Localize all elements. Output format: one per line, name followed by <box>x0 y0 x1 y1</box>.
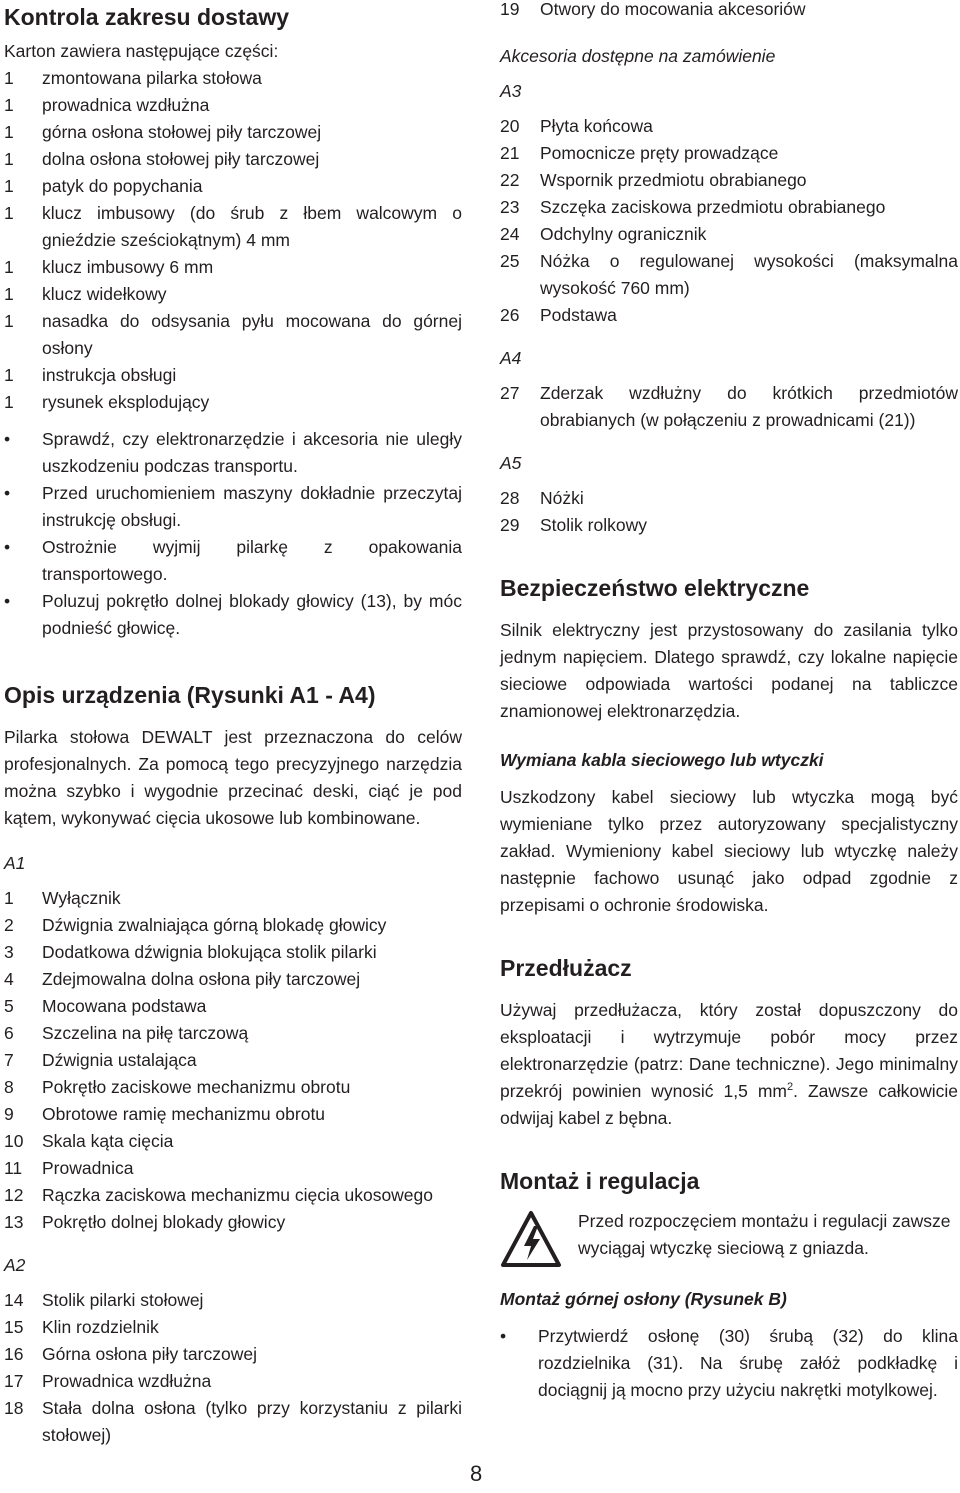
item-number: 29 <box>500 515 520 535</box>
right-column <box>500 0 958 1404</box>
list-item <box>500 302 958 329</box>
label-a4: A4 <box>500 348 522 368</box>
item-text: Pomocnicze pręty prowadzące <box>540 143 779 163</box>
heading-bezpieczenstwo: Bezpieczeństwo elektryczne <box>500 575 810 601</box>
list-item <box>4 1341 462 1368</box>
list-item <box>4 993 462 1020</box>
list-item <box>4 200 462 254</box>
list-item <box>500 167 958 194</box>
bullet-item <box>4 480 462 534</box>
item-text: Rączka zaciskowa mechanizmu cięcia ukosowego <box>42 1185 434 1205</box>
item-number: 27 <box>500 383 520 403</box>
list-item <box>4 65 462 92</box>
item-number: 16 <box>4 1344 24 1364</box>
left-column <box>4 0 462 1449</box>
item-text: Stolik pilarki stołowej <box>42 1290 204 1310</box>
item-number: 4 <box>4 969 14 989</box>
bullet-text: Poluzuj pokrętło dolnej blokady głowicy (13), by móc podnieść głowicę. <box>42 591 462 638</box>
bullet-icon: • <box>4 483 11 503</box>
item-text: Prowadnica <box>42 1158 134 1178</box>
item-text: Zderzak wzdłużny do krótkich przedmiotów obrabianych (w połączeniu z prowadnicami (21)) <box>540 383 958 430</box>
bullet-item <box>4 426 462 480</box>
item-text: zmontowana pilarka stołowa <box>42 68 262 88</box>
item-text: Podstawa <box>540 305 617 325</box>
przedl-sup: 2 <box>786 1081 794 1094</box>
bullet-text: Przytwierdź osłonę (30) śrubą (32) do klina rozdzielnika (31). Na śrubę załóż podkładkę i dociągnij ją mocno przy użyciu nakrętki motylkowej. <box>538 1326 958 1400</box>
item-text: Dźwignia zwalniająca górną blokadę głowicy <box>42 915 387 935</box>
list-item <box>500 248 958 302</box>
item-number: 2 <box>4 915 14 935</box>
item-number: 22 <box>500 170 520 190</box>
item-number: 10 <box>4 1131 24 1151</box>
item-text: Nóżki <box>540 488 584 508</box>
list-item <box>4 1020 462 1047</box>
list-item <box>4 912 462 939</box>
page-number: 8 <box>470 1461 483 1486</box>
list-item <box>500 380 958 434</box>
item-text: patyk do popychania <box>42 176 203 196</box>
item-text: Prowadnica wzdłużna <box>42 1371 212 1391</box>
montaz-gorna-title: Montaż górnej osłony (Rysunek B) <box>500 1289 787 1309</box>
item-number: 1 <box>4 95 14 115</box>
list-item <box>4 1314 462 1341</box>
wymiana-title: Wymiana kabla sieciowego lub wtyczki <box>500 750 824 770</box>
akcesoria-title: Akcesoria dostępne na zamówienie <box>500 46 776 66</box>
a2-list <box>4 1287 462 1449</box>
item-text: Płyta końcowa <box>540 116 653 136</box>
item-text: Wspornik przedmiotu obrabianego <box>540 170 807 190</box>
bullet-text: Sprawdź, czy elektronarzędzie i akcesoria nie uległy uszkodzeniu podczas transportu. <box>42 429 462 476</box>
bullet-item <box>4 588 462 642</box>
item-number: 1 <box>4 392 14 412</box>
warning-block <box>500 1208 958 1268</box>
list-item <box>500 485 958 512</box>
item-number: 9 <box>4 1104 14 1124</box>
item-text: Wyłącznik <box>42 888 121 908</box>
item-number: 26 <box>500 305 520 325</box>
list-item <box>500 221 958 248</box>
list-item <box>500 512 958 539</box>
item-number: 17 <box>4 1371 24 1391</box>
list-item <box>4 119 462 146</box>
list-item <box>500 0 958 23</box>
item-number: 6 <box>4 1023 14 1043</box>
item-number: 13 <box>4 1212 24 1232</box>
item-text: klucz imbusowy (do śrub z łbem walcowym o gnieździe sześciokątnym) 4 mm <box>42 203 462 250</box>
item-number: 1 <box>4 257 14 277</box>
item-number: 1 <box>4 122 14 142</box>
item-text: Skala kąta cięcia <box>42 1131 174 1151</box>
item-number: 14 <box>4 1290 24 1310</box>
bullet-icon: • <box>500 1326 507 1346</box>
heading-kontrola: Kontrola zakresu dostawy <box>4 4 290 30</box>
item-number: 20 <box>500 116 520 136</box>
list-item <box>4 308 462 362</box>
bezp-text: Silnik elektryczny jest przystosowany do zasilania tylko jednym napięciem. Dlatego sprawdź, czy lokalne napięcie sieciowe odpowiada wartości podanej na tabliczce znamionowej elektronarzędzia. <box>500 620 958 721</box>
electric-hazard-icon <box>500 1210 562 1268</box>
item-text: Pokrętło zaciskowe mechanizmu obrotu <box>42 1077 351 1097</box>
a5-list <box>500 485 958 539</box>
list-item <box>4 1047 462 1074</box>
bullet-icon: • <box>4 537 11 557</box>
przedl-text-b: . Zawsze całkowicie odwijaj kabel z bębna. <box>500 1081 958 1128</box>
item-number: 1 <box>4 149 14 169</box>
item-number: 18 <box>4 1398 24 1418</box>
wymiana-text: Uszkodzony kabel sieciowy lub wtyczka mogą być wymieniane tylko przez autoryzowany specjalistyczny zakład. Wymieniony kabel sieciowy lub wtyczkę należy następnie fachowo usunąć jako odpad zgodnie z przepisami o ochronie środowiska. <box>500 787 958 915</box>
bullets-list <box>4 426 462 642</box>
item-text: Otwory do mocowania akcesoriów <box>540 0 806 19</box>
item-text: Odchylny ogranicznik <box>540 224 707 244</box>
list-item <box>4 1074 462 1101</box>
item-number: 21 <box>500 143 520 163</box>
label-a5: A5 <box>500 453 522 473</box>
item-text: prowadnica wzdłużna <box>42 95 210 115</box>
list-item <box>4 1155 462 1182</box>
item-text: klucz imbusowy 6 mm <box>42 257 214 277</box>
item-text: Nóżka o regulowanej wysokości (maksymalna wysokość 760 mm) <box>540 251 958 298</box>
label-a2: A2 <box>4 1255 26 1275</box>
item-number: 15 <box>4 1317 24 1337</box>
list-item <box>500 113 958 140</box>
opis-text: Pilarka stołowa DEWALT jest przeznaczona do celów profesjonalnych. Za pomocą tego precyzyjnego narzędzia można szybko i wygodnie przecinać deski, ciąć je pod kątem, wykonywać cięcia ukosowe lub kombinowane. <box>4 727 462 828</box>
item-text: Górna osłona piły tarczowej <box>42 1344 257 1364</box>
warning-text: Przed rozpoczęciem montażu i regulacji zawsze wyciągaj wtyczkę sieciową z gniazda. <box>578 1211 951 1258</box>
heading-montaz: Montaż i regulacja <box>500 1168 700 1194</box>
item-number: 5 <box>4 996 14 1016</box>
item-text: Stała dolna osłona (tylko przy korzystaniu z pilarki stołowej) <box>42 1398 462 1445</box>
item-text: Zdejmowalna dolna osłona piły tarczowej <box>42 969 361 989</box>
item-text: Mocowana podstawa <box>42 996 207 1016</box>
item-text: Pokrętło dolnej blokady głowicy <box>42 1212 286 1232</box>
item-text: Dźwignia ustalająca <box>42 1050 197 1070</box>
item-text: rysunek eksplodujący <box>42 392 210 412</box>
list-item <box>4 1368 462 1395</box>
item-number: 1 <box>4 68 14 88</box>
item-number: 25 <box>500 251 520 271</box>
item-number: 19 <box>500 0 520 19</box>
list-item <box>4 146 462 173</box>
list-item <box>500 140 958 167</box>
bullet-item <box>4 534 462 588</box>
item-number: 1 <box>4 203 14 223</box>
item-number: 12 <box>4 1185 24 1205</box>
item-text: Obrotowe ramię mechanizmu obrotu <box>42 1104 326 1124</box>
item-number: 1 <box>4 888 14 908</box>
karton-intro: Karton zawiera następujące części: <box>4 41 279 61</box>
przedl-text-a: Używaj przedłużacza, który został dopuszczony do eksploatacji i wytrzymuje pobór mocy przez elektronarzędzie (patrz: Dane techniczne). Jego minimalny przekrój powinien wynosić 1,5 mm <box>500 1000 958 1101</box>
label-a1: A1 <box>4 853 26 873</box>
list-item <box>4 92 462 119</box>
item-number: 23 <box>500 197 520 217</box>
bullet-item <box>500 1323 958 1404</box>
item-text: Dodatkowa dźwignia blokująca stolik pilarki <box>42 942 377 962</box>
list-item <box>4 1101 462 1128</box>
list-item <box>4 939 462 966</box>
bullet-icon: • <box>4 429 11 449</box>
bullet-text: Ostrożnie wyjmij pilarkę z opakowania transportowego. <box>42 537 462 584</box>
a1-list <box>4 885 462 1236</box>
item-text: Szczelina na piłę tarczową <box>42 1023 249 1043</box>
item-text: Szczęka zaciskowa przedmiotu obrabianego <box>540 197 886 217</box>
item-text: górna osłona stołowej piły tarczowej <box>42 122 322 142</box>
heading-przedluzacz: Przedłużacz <box>500 955 632 981</box>
item-number: 1 <box>4 176 14 196</box>
item-number: 24 <box>500 224 520 244</box>
heading-opis: Opis urządzenia (Rysunki A1 - A4) <box>4 682 376 708</box>
item-text: dolna osłona stołowej piły tarczowej <box>42 149 320 169</box>
list-item <box>4 885 462 912</box>
parts-list <box>4 65 462 416</box>
przedluzacz-text <box>500 997 958 1132</box>
bullet-icon: • <box>4 591 11 611</box>
item-text: Stolik rolkowy <box>540 515 647 535</box>
item-text: klucz widełkowy <box>42 284 167 304</box>
item-text: instrukcja obsługi <box>42 365 177 385</box>
item-number: 1 <box>4 284 14 304</box>
item-19 <box>500 0 958 23</box>
a4-list <box>500 380 958 434</box>
item-number: 1 <box>4 365 14 385</box>
item-number: 3 <box>4 942 14 962</box>
item-number: 1 <box>4 311 14 331</box>
bullet-text: Przed uruchomieniem maszyny dokładnie przeczytaj instrukcję obsługi. <box>42 483 462 530</box>
montaz-bullets <box>500 1323 958 1404</box>
item-number: 8 <box>4 1077 14 1097</box>
item-text: nasadka do odsysania pyłu mocowana do górnej osłony <box>42 311 462 358</box>
list-item <box>4 1182 462 1209</box>
item-text: Klin rozdzielnik <box>42 1317 159 1337</box>
item-number: 28 <box>500 488 520 508</box>
label-a3: A3 <box>500 81 522 101</box>
item-number: 7 <box>4 1050 14 1070</box>
list-item <box>4 254 462 281</box>
item-number: 11 <box>4 1158 23 1178</box>
list-item <box>4 966 462 993</box>
list-item <box>500 194 958 221</box>
list-item <box>4 173 462 200</box>
list-item <box>4 389 462 416</box>
list-item <box>4 1395 462 1449</box>
list-item <box>4 1287 462 1314</box>
list-item <box>4 1128 462 1155</box>
a3-list <box>500 113 958 329</box>
list-item <box>4 281 462 308</box>
list-item <box>4 1209 462 1236</box>
list-item <box>4 362 462 389</box>
